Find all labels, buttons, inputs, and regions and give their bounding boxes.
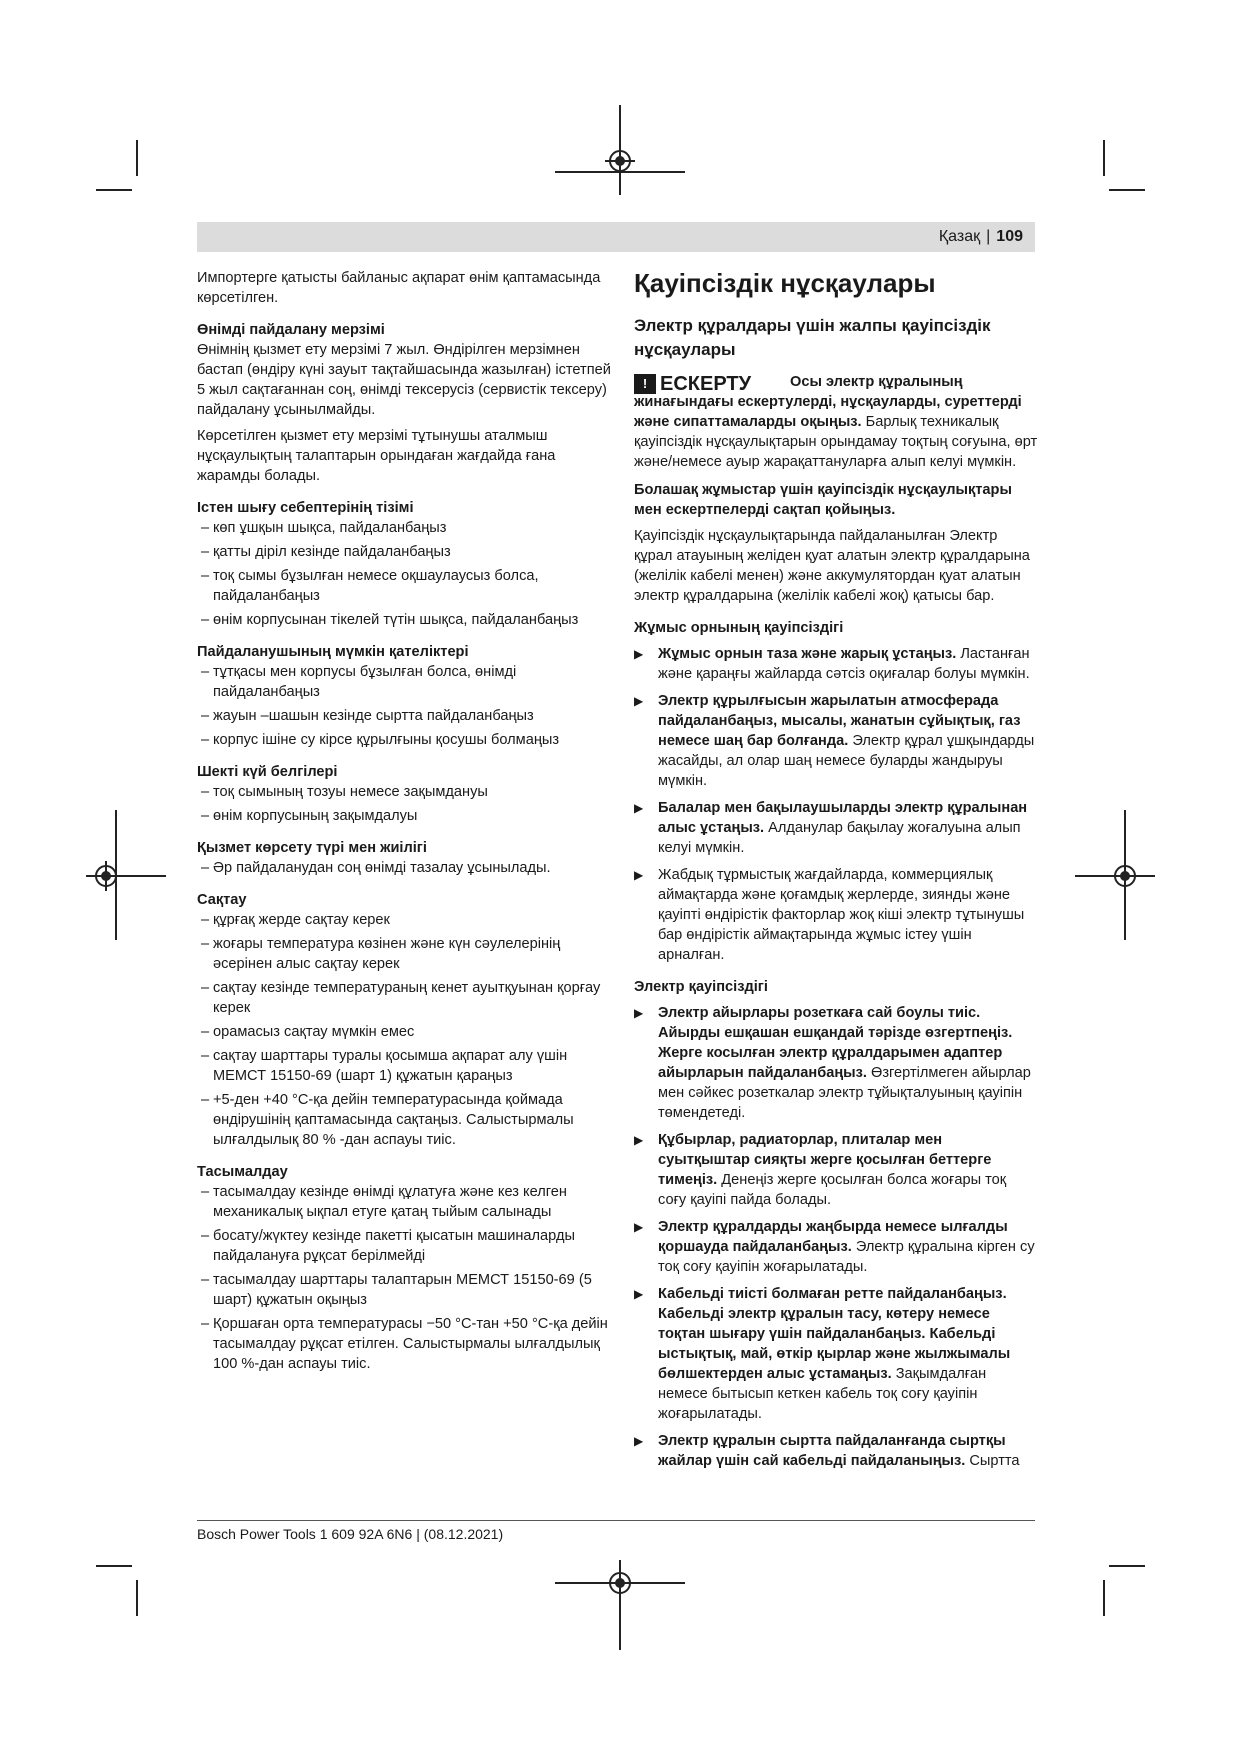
bullet-arrow-icon: ▶ xyxy=(634,868,644,882)
footer-rule xyxy=(197,1520,1035,1521)
dash-icon: – xyxy=(201,936,210,952)
section-subtitle: Электр құралдары үшін жалпы қауіпсіздік нұсқаулары xyxy=(634,316,991,359)
list-item: – босату/жүктеу кезінде пакетті қысатын машиналарды пайдалануға рұқсат берілмейді xyxy=(201,1228,575,1264)
list-item: – тоқ сымының тозуы немесе зақымдануы xyxy=(201,784,488,800)
crosshair-icon xyxy=(609,150,631,172)
warning-bold-text: Осы электр құралының жинағындағы ескертулерді, нұсқауларды, суреттерді және сипаттамаларды оқыңыз. xyxy=(634,374,1022,430)
bullet-arrow-icon: ▶ xyxy=(634,1006,644,1020)
dash-icon: – xyxy=(201,1316,210,1332)
dash-icon: – xyxy=(201,544,210,560)
list-item: – жоғары температура көзінен және күн сәулелерінің әсерінен алыс сақтау керек xyxy=(201,936,561,972)
list-item: ▶ Электр құрылғысын жарылатын атмосферада пайдаланбаңыз, мысалы, жанатын сұйықтық, газ немесе шаң бар болғанда. Электр құрал ұшқындарды жасайды, ал олар шаң немесе буларды жандыруы мүмкін. xyxy=(634,693,1035,789)
list-item: ▶ Жабдық тұрмыстық жағдайларда, коммерциялық аймақтарда және қоғамдық жерлерде, зиянды және қауіпті өндірістік факторлар жоқ кіші электр тұтынушы бар өндірістік аймақтарында жұмыс істеу үшін арналған. xyxy=(634,867,1025,963)
crop-mark xyxy=(96,1565,132,1567)
crop-mark xyxy=(96,189,132,191)
warning-label: ! ЕСКЕРТУ xyxy=(634,374,751,394)
dash-icon: – xyxy=(201,912,210,928)
failure-list xyxy=(197,518,612,630)
crop-mark xyxy=(1109,189,1145,191)
dash-icon: – xyxy=(201,732,210,748)
bullet-arrow-icon: ▶ xyxy=(634,647,644,661)
dash-icon: – xyxy=(201,1048,210,1064)
dash-icon: – xyxy=(201,808,210,824)
bullet-arrow-icon: ▶ xyxy=(634,1133,644,1147)
list-item: ▶ Балалар мен бақылаушыларды электр құралынан алыс ұстаңыз. Алданулар бақылау жоғалуына алып келуі мүмкін. xyxy=(634,800,1028,856)
dash-icon: – xyxy=(201,1024,210,1040)
workplace-list xyxy=(634,644,1038,965)
section-heading: Шекті күй белгілері xyxy=(197,764,338,780)
maintenance-list xyxy=(197,858,612,878)
list-item: – құрғақ жерде сақтау керек xyxy=(201,912,390,928)
crosshair-icon xyxy=(609,1572,631,1594)
list-item: – көп ұшқын шықса, пайдаланбаңыз xyxy=(201,520,447,536)
storage-list xyxy=(197,910,612,1150)
transport-list xyxy=(197,1182,612,1374)
list-item: – +5-ден +40 °C-қа дейін температурасында қоймада өндірушінің қаптамасында сақтаңыз. Салыстырмалы ылғалдылық 80 % -дан аспауы тиіс. xyxy=(201,1092,574,1148)
section-name: Қазақ xyxy=(938,228,981,245)
dash-icon: – xyxy=(201,664,210,680)
list-item: ▶ Электр құралдарды жаңбырда немесе ылғалды қоршауда пайдаланбаңыз. Электр құралына кірген су тоқ соғу қауіпін жоғарылатады. xyxy=(634,1219,1035,1275)
bullet-arrow-icon: ▶ xyxy=(634,1220,644,1234)
list-item: ▶ Құбырлар, радиаторлар, плиталар мен суытқыштар сияқты жерге қосылған беттерге тимеңіз. Денеңіз жерге қосылған болса жоғары тоқ соғу қауіпі пайда болады. xyxy=(634,1132,1007,1208)
section-heading: Пайдаланушының мүмкін қателіктері xyxy=(197,644,469,660)
section-heading: Қызмет көрсету түрі мен жиілігі xyxy=(197,840,427,856)
section-heading: Тасымалдау xyxy=(197,1164,288,1180)
dash-icon: – xyxy=(201,708,210,724)
crop-mark xyxy=(1109,1565,1145,1567)
section-heading: Өнімді пайдалану мерзімі xyxy=(197,322,385,338)
warning-block xyxy=(634,372,1038,472)
crop-mark xyxy=(1103,140,1105,176)
left-column xyxy=(197,268,612,1378)
list-item: – тасымалдау шарттары талаптарын МЕМСТ 15150-69 (5 шарт) құжатын оқыңыз xyxy=(201,1272,592,1308)
crop-mark xyxy=(136,1580,138,1616)
page-footer: Bosch Power Tools 1 609 92A 6N6 | (08.12.2021) xyxy=(197,1526,504,1542)
paragraph: Өнімнің қызмет ету мерзімі 7 жыл. Өндірілген мерзімнен бастап (өндіру күні зауыт тақтайшасында жазылған) істетпей 5 жыл сақтағаннан соң, өнімді тексерусіз (сервистік тексеру) пайдалану ұсынылмайды. xyxy=(197,342,611,418)
paragraph: Көрсетілген қызмет ету мерзімі тұтынушы аталмыш нұсқаулықтың талаптарын орындаған жағдайда ғана жарамды болады. xyxy=(197,428,556,484)
dash-icon: – xyxy=(201,1272,210,1288)
section-heading: Істен шығу себептерінің тізімі xyxy=(197,500,414,516)
keep-instructions: Болашақ жұмыстар үшін қауіпсіздік нұсқаулықтары мен ескертпелерді сақтап қойыңыз. xyxy=(634,482,1012,518)
dash-icon: – xyxy=(201,784,210,800)
bullet-arrow-icon: ▶ xyxy=(634,801,644,815)
list-item: – Әр пайдаланудан соң өнімді тазалау ұсынылады. xyxy=(201,860,551,876)
dash-icon: – xyxy=(201,612,210,628)
list-item: – қатты діріл кезінде пайдаланбаңыз xyxy=(201,544,451,560)
dash-icon: – xyxy=(201,568,210,584)
intro-paragraph: Импортерге қатысты байланыс ақпарат өнім қаптамасында көрсетілген. xyxy=(197,270,601,306)
list-item: ▶ Электр құралын сыртта пайдаланғанда сыртқы жайлар үшін сай кабельді пайдаланыңыз. Сыртта xyxy=(634,1433,1020,1469)
section-heading: Жұмыс орнының қауіпсіздігі xyxy=(634,620,844,636)
crosshair-icon xyxy=(1114,865,1136,887)
dash-icon: – xyxy=(201,1092,210,1108)
list-item: – сақтау кезінде температураның кенет ауытқуынан қорғау керек xyxy=(201,980,601,1016)
bullet-arrow-icon: ▶ xyxy=(634,694,644,708)
dash-icon: – xyxy=(201,1228,210,1244)
list-item: – өнім корпусының зақымдалуы xyxy=(201,808,418,824)
list-item: – жауын –шашын кезінде сыртта пайдаланбаңыз xyxy=(201,708,534,724)
list-item: – тұтқасы мен корпусы бұзылған болса, өнімді пайдаланбаңыз xyxy=(201,664,517,700)
limit-signs-list xyxy=(197,782,612,826)
list-item: – Қоршаған орта температурасы −50 °C-тан +50 °C-қа дейін тасымалдау рұқсат етілген. Салыстырмалы ылғалдылық 100 %-дан аспауы тиіс. xyxy=(201,1316,608,1372)
crop-mark xyxy=(1103,1580,1105,1616)
list-item: – тасымалдау кезінде өнімді құлатуға және кез келген механикалық ықпал етуге қатаң тыйым салынады xyxy=(201,1184,567,1220)
warning-text: Барлық техникалық қауіпсіздік нұсқаулықтарын орындамау тоқтың соғуына, өрт және/немесе ауыр жарақаттануларға алып келуі мүмкін. xyxy=(634,414,1038,470)
list-item: – тоқ сымы бұзылған немесе оқшаулаусыз болса, пайдаланбаңыз xyxy=(201,568,539,604)
electrical-list xyxy=(634,1003,1038,1471)
dash-icon: – xyxy=(201,860,210,876)
list-item: ▶ Электр айырлары розеткаға сай боулы тиіс. Айырды ешқашан ешқандай тәрізде өзгертпеңіз. Жерге косылған электр құралдарымен адаптер айырларын пайдаланбаңыз. Өзгертілмеген айырлар мен сәйкес розеткалар электр тұйықталуының қауіпін төмендетеді. xyxy=(634,1005,1031,1121)
list-item: – сақтау шарттары туралы қосымша ақпарат алу үшін МЕМСТ 15150-69 (шарт 1) құжатын қараңыз xyxy=(201,1048,568,1084)
page-number: 109 xyxy=(996,228,1023,245)
crop-mark xyxy=(136,140,138,176)
page-title: Қауіпсіздік нұсқаулары xyxy=(634,268,936,298)
crosshair-icon xyxy=(95,865,117,887)
right-column xyxy=(634,268,1038,1478)
definition-paragraph: Қауіпсіздік нұсқаулықтарында пайдаланылған Электр құрал атауының желіден қуат алатын электр құралдарына (желілік кабелі менен) және аккумулятордан қуат алатын электр құралдарына (желілік кабелі жоқ) қатысы бар. xyxy=(634,528,1030,604)
section-heading: Электр қауіпсіздігі xyxy=(634,979,768,995)
page-header xyxy=(197,222,1035,252)
dash-icon: – xyxy=(201,980,210,996)
list-item: ▶ Кабельді тиісті болмаған ретте пайдаланбаңыз. Кабельді электр құралын тасу, көтеру немесе тоқтан шығару үшін пайдаланбаңыз. Кабельді ыстықтық, май, өткір қырлар және жылжымалы бөлшектерден алыс ұстамаңыз. Зақымдалған немесе бытысып кеткен кабель тоқ соғу қауіпін жоғарылатады. xyxy=(634,1286,1011,1422)
list-item: – өнім корпусынан тікелей түтін шықса, пайдаланбаңыз xyxy=(201,612,579,628)
bullet-arrow-icon: ▶ xyxy=(634,1434,644,1448)
user-errors-list xyxy=(197,662,612,750)
list-item: – корпус ішіне су кірсе құрылғыны қосушы болмаңыз xyxy=(201,732,560,748)
section-heading: Сақтау xyxy=(197,892,247,908)
dash-icon: – xyxy=(201,520,210,536)
list-item: – орамасыз сақтау мүмкін емес xyxy=(201,1024,415,1040)
bullet-arrow-icon: ▶ xyxy=(634,1287,644,1301)
list-item: ▶ Жұмыс орнын таза және жарық ұстаңыз. Ластанған және қараңғы жайларда сәтсіз оқиғалар болуы мүмкін. xyxy=(634,646,1030,682)
header-separator: | xyxy=(986,228,991,245)
warning-icon: ! xyxy=(634,374,656,394)
dash-icon: – xyxy=(201,1184,210,1200)
